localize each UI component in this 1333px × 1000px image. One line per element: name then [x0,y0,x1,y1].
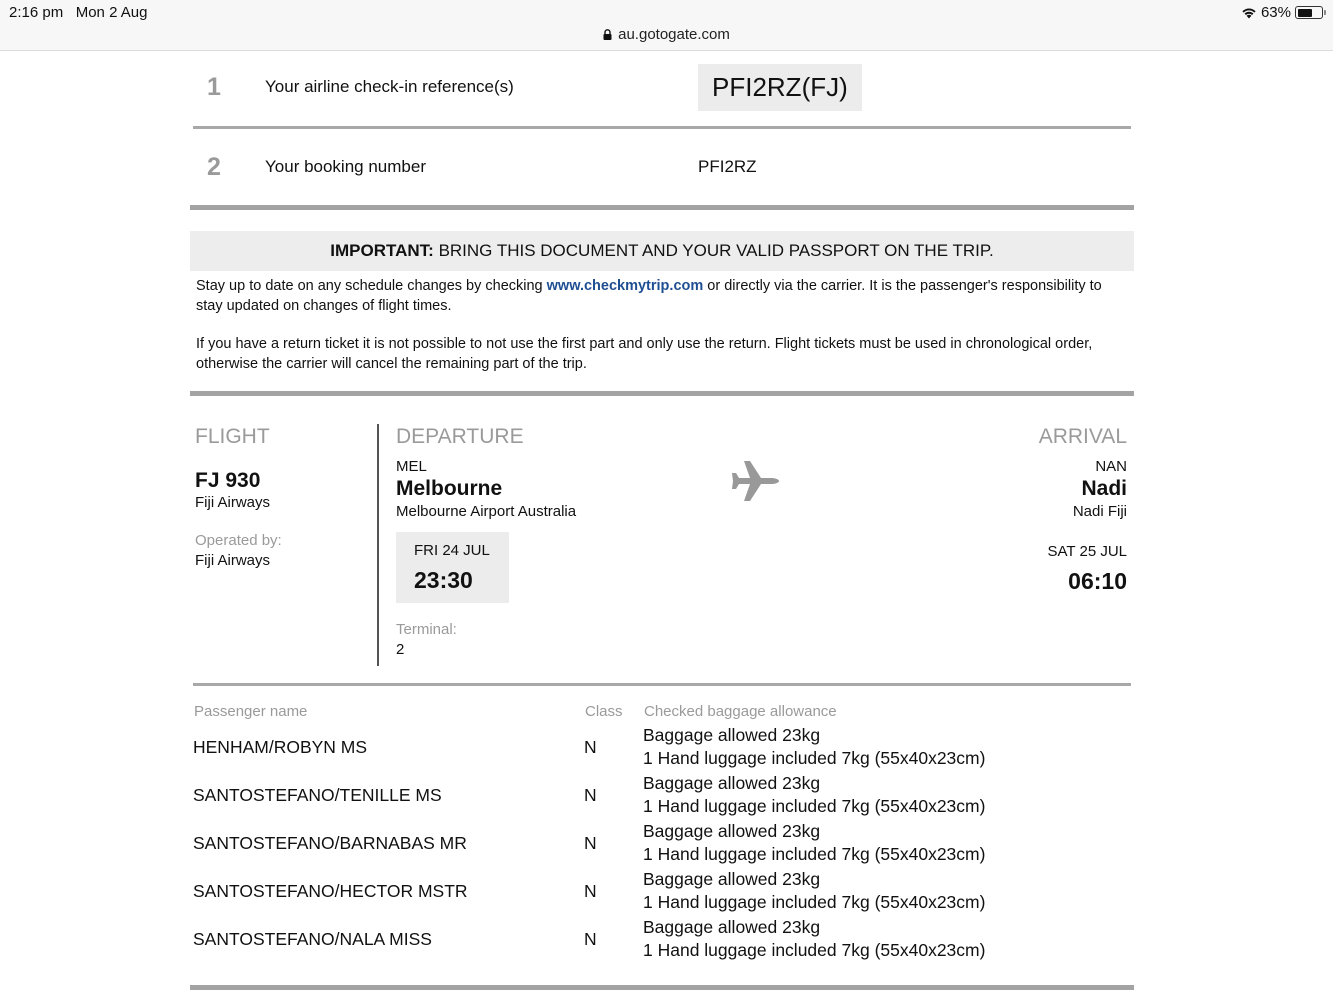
hand-luggage: 1 Hand luggage included 7kg (55x40x23cm) [643,892,986,912]
divider [190,985,1134,990]
notice-text: or directly via the carrier. It is the passenger's responsibility to stay updated on changes of flight times. [196,278,1102,314]
arrival-info [827,425,1127,595]
arrival-airport: Nadi Fiji [1072,503,1127,520]
departure-city: Melbourne [396,477,503,500]
hand-luggage: 1 Hand luggage included 7kg (55x40x23cm) [643,748,986,768]
arrival-city: Nadi [1081,477,1127,500]
checked-baggage: Baggage allowed 23kg [643,725,821,745]
passenger-class: N [584,785,597,805]
passenger-name: SANTOSTEFANO/NALA MISS [193,929,432,949]
checked-baggage: Baggage allowed 23kg [643,869,821,889]
passenger-class: N [584,881,597,901]
departure-airport: Melbourne Airport Australia [396,503,577,520]
return-ticket-notice: If you have a return ticket it is not possible to not use the first part and only use the return. Flight tickets must be used in chronological order, otherwise the carrier will cancel the remaining part of the trip. [196,336,1093,372]
checked-baggage: Baggage allowed 23kg [643,821,821,841]
booking-number-value: PFI2RZ [698,157,757,176]
checked-baggage: Baggage allowed 23kg [643,773,821,793]
departure-heading: DEPARTURE [396,425,524,448]
passenger-name: HENHAM/ROBYN MS [193,737,368,757]
checkin-reference-row [193,63,1131,111]
battery-icon [1295,6,1323,19]
departure-time: 23:30 [414,567,473,593]
hand-luggage: 1 Hand luggage included 7kg (55x40x23cm) [643,796,986,816]
flight-heading: FLIGHT [195,425,270,448]
passenger-class: N [584,833,597,853]
passenger-name-header: Passenger name [194,703,308,720]
operated-by-label: Operated by: [195,532,282,549]
checkin-reference-value: PFI2RZ(FJ) [698,64,862,111]
clock-time: 2:16 pm [9,4,64,21]
column-divider [377,424,379,666]
checkin-reference-label: Your airline check-in reference(s) [265,77,514,96]
divider [193,126,1131,129]
baggage-header: Checked baggage allowance [644,703,837,720]
arrival-code: NAN [1095,458,1127,475]
terminal-value: 2 [396,641,405,658]
baggage-allowance [643,916,985,962]
important-banner [190,231,1134,271]
baggage-allowance [643,724,985,770]
row-number: 1 [207,72,221,101]
arrival-time: 06:10 [1068,568,1127,594]
important-text: BRING THIS DOCUMENT AND YOUR VALID PASSPORT ON THE TRIP. [433,241,994,260]
operated-by-value: Fiji Airways [195,552,271,569]
schedule-notice [196,277,1126,316]
lock-icon [603,29,612,40]
address-bar[interactable] [0,26,1333,43]
divider [190,391,1134,396]
flight-number: FJ 930 [195,469,261,492]
arrival-heading: ARRIVAL [1038,425,1127,448]
status-indicators [1241,4,1323,21]
booking-number-row [193,147,1131,187]
passenger-class: N [584,737,597,757]
browser-chrome [0,0,1333,51]
class-header: Class [585,703,623,720]
terminal-label: Terminal: [396,621,457,638]
clock-date: Mon 2 Aug [75,4,148,21]
hand-luggage: 1 Hand luggage included 7kg (55x40x23cm) [643,940,986,960]
checkmytrip-link[interactable]: www.checkmytrip.com [546,278,704,294]
booking-number-label: Your booking number [265,157,426,176]
battery-fill [1298,9,1312,17]
passenger-row [193,868,1093,916]
passenger-row [193,916,1093,964]
airline-name: Fiji Airways [195,494,271,511]
passenger-class: N [584,929,597,949]
status-time [9,4,147,21]
url-text: au.gotogate.com [618,26,730,43]
passenger-name: SANTOSTEFANO/TENILLE MS [193,785,442,805]
baggage-allowance [643,868,985,914]
passenger-row [193,772,1093,820]
important-label: IMPORTANT: [330,241,434,260]
flight-info [195,425,375,569]
arrival-date: SAT 25 JUL [1047,543,1127,560]
divider [193,683,1131,686]
departure-datetime-box [396,532,509,603]
battery-tip [1324,10,1326,15]
departure-info [396,425,696,658]
checked-baggage: Baggage allowed 23kg [643,917,821,937]
passenger-row [193,820,1093,868]
passenger-name: SANTOSTEFANO/BARNABAS MR [193,833,467,853]
divider [190,205,1134,210]
baggage-allowance [643,772,985,818]
airplane-icon [730,459,780,503]
departure-date: FRI 24 JUL [414,542,490,559]
row-number: 2 [207,152,221,181]
notice-text: Stay up to date on any schedule changes by checking [196,278,547,294]
battery-percent: 63% [1260,4,1291,21]
wifi-icon [1241,6,1257,19]
departure-code: MEL [396,458,427,475]
hand-luggage: 1 Hand luggage included 7kg (55x40x23cm) [643,844,986,864]
passenger-row [193,724,1093,772]
passenger-name: SANTOSTEFANO/HECTOR MSTR [193,881,468,901]
baggage-allowance [643,820,985,866]
